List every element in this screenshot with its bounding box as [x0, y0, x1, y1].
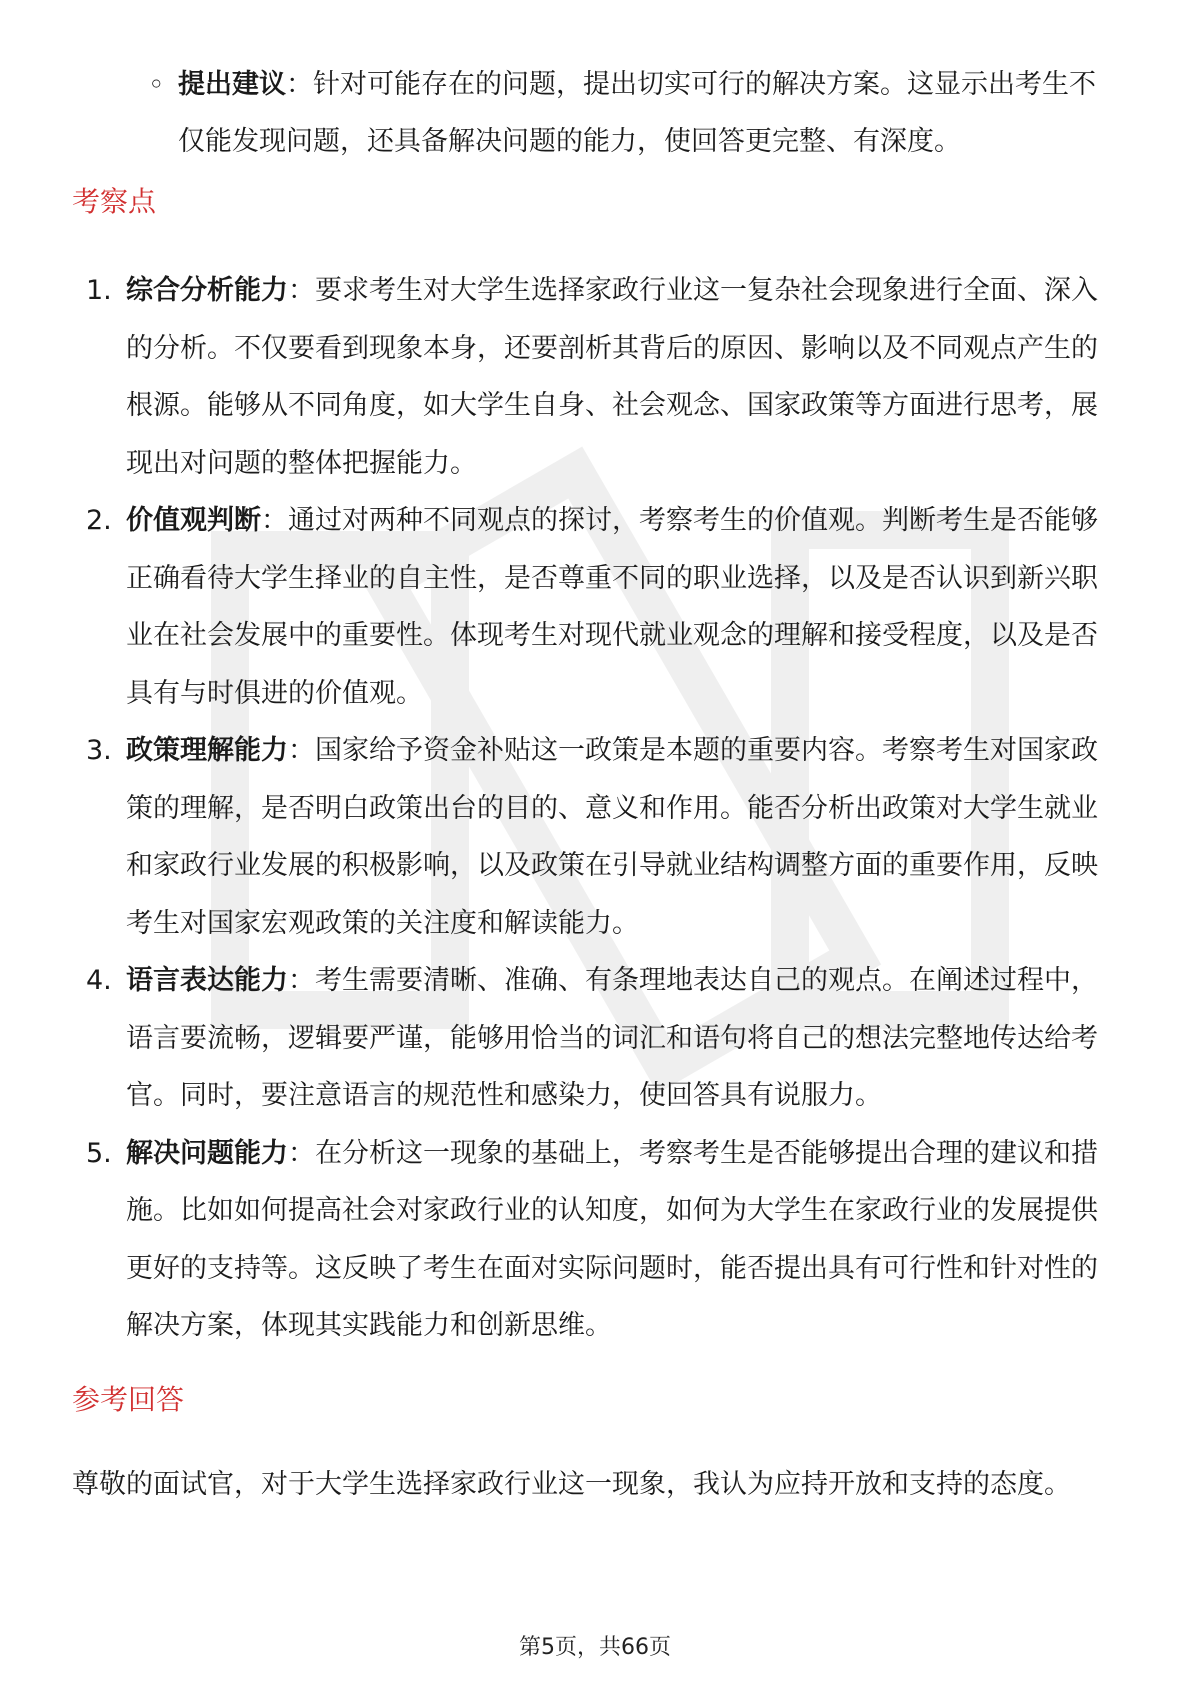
- item-text: ：在分析这一现象的基础上，考察考生是否能够提出合理的建议和措施。比如如何提高社会对家政行业的认知度，如何为大学生在家政行业的发展提供更好的支持等。这反映了考生在面对实际问题时，能否提出具有可行性和针对性的解决方案，体现其实践能力和创新思维。: [126, 1137, 1098, 1341]
- list-item: [80, 262, 1110, 492]
- section-heading-examine: 考察点: [72, 185, 157, 218]
- item-number: 4.: [86, 965, 112, 996]
- list-item: [80, 952, 1110, 1125]
- bullet-term: 提出建议: [178, 69, 286, 100]
- list-item: [80, 722, 1110, 952]
- item-number: 3.: [86, 735, 112, 766]
- item-number: 2.: [86, 505, 112, 536]
- item-term: 解决问题能力: [126, 1137, 288, 1169]
- item-text: ：要求考生对大学生选择家政行业这一复杂社会现象进行全面、深入的分析。不仅要看到现象本身，还要剖析其背后的原因、影响以及不同观点产生的根源。能够从不同角度，如大学生自身、社会观念、国家政策等方面进行思考，展现出对问题的整体把握能力。: [126, 275, 1098, 479]
- item-term: 政策理解能力: [126, 735, 288, 766]
- list-item: [80, 492, 1110, 722]
- examine-list: [80, 262, 1110, 1355]
- reference-paragraph: 尊敬的面试官，对于大学生选择家政行业这一现象，我认为应持开放和支持的态度。: [72, 1469, 1071, 1500]
- item-text: ：通过对两种不同观点的探讨，考察考生的价值观。判断考生是否能够正确看待大学生择业的自主性，是否尊重不同的职业选择，以及是否认识到新兴职业在社会发展中的重要性。体现考生对现代就业观念的理解和接受程度，以及是否具有与时俱进的价值观。: [126, 505, 1098, 709]
- item-text: ：考生需要清晰、准确、有条理地表达自己的观点。在阐述过程中，语言要流畅，逻辑要严谨，能够用恰当的词汇和语句将自己的想法完整地传达给考官。同时，要注意语言的规范性和感染力，使回答具有说服力。: [126, 965, 1098, 1111]
- page-footer: 第5页，共66页: [519, 1635, 671, 1660]
- bullet-marker: ◦: [148, 68, 165, 101]
- item-term: 综合分析能力: [126, 275, 288, 306]
- item-term: 语言表达能力: [126, 965, 288, 996]
- section-heading-reference: 参考回答: [72, 1383, 185, 1416]
- bullet-text: ：针对可能存在的问题，提出切实可行的解决方案。这显示出考生不仅能发现问题，还具备解决问题的能力，使回答更完整、有深度。: [178, 69, 1096, 157]
- item-number: 1.: [86, 275, 112, 306]
- intro-bullet: [148, 56, 1108, 170]
- bullet-body: [178, 56, 1108, 170]
- list-item: [80, 1125, 1110, 1355]
- item-term: 价值观判断: [126, 505, 261, 536]
- item-text: ：国家给予资金补贴这一政策是本题的重要内容。考察考生对国家政策的理解，是否明白政策出台的目的、意义和作用。能否分析出政策对大学生就业和家政行业发展的积极影响，以及政策在引导就业结构调整方面的重要作用，反映考生对国家宏观政策的关注度和解读能力。: [126, 735, 1098, 939]
- item-number: 5.: [86, 1137, 112, 1169]
